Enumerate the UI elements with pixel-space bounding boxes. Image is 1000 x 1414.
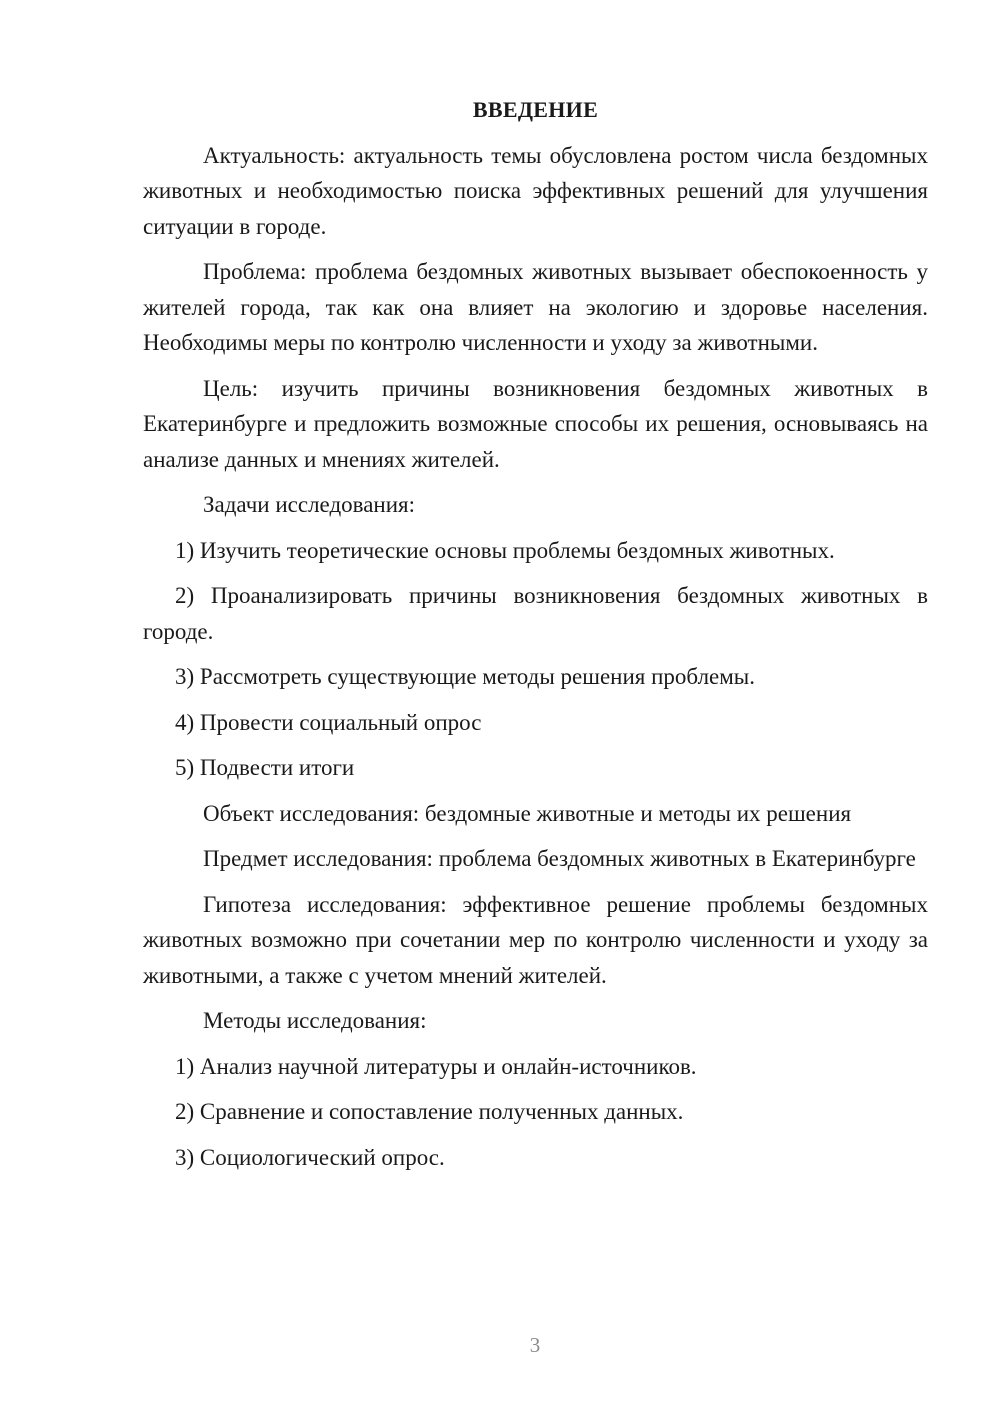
list-item: 5) Подвести итоги	[175, 755, 355, 780]
paragraph-relevance: Актуальность: актуальность темы обусловлена ростом числа бездомных животных и необходимостью поиска эффективных решений для улучшения ситуации в городе.	[143, 142, 928, 239]
list-item: 3) Рассмотреть существующие методы решения проблемы.	[175, 664, 756, 689]
paragraph-problem: Проблема: проблема бездомных животных вызывает обеспокоенность у жителей города, так как она влияет на экологию и здоровье населения. Необходимы меры по контролю численности и уходу за животными.	[143, 259, 928, 355]
list-item: 2) Проанализировать причины возникновения бездомных животных в городе.	[143, 583, 928, 644]
page-number: 3	[529, 1333, 541, 1357]
paragraph-tasks-heading: Задачи исследования:	[203, 492, 416, 517]
paragraph-object: Объект исследования: бездомные животные и методы их решения	[203, 800, 852, 826]
list-item: 3) Социологический опрос.	[175, 1144, 445, 1170]
paragraph-methods-heading: Методы исследования:	[203, 1008, 427, 1033]
list-item: 4) Провести социальный опрос	[175, 709, 482, 735]
list-item: 2) Сравнение и сопоставление полученных данных.	[175, 1099, 684, 1124]
page-title: ВВЕДЕНИЕ	[472, 97, 599, 122]
paragraph-goal: Цель: изучить причины возникновения бездомных животных в Екатеринбурге и предложить возможные способы их решения, основываясь на анализе данных и мнениях жителей.	[143, 375, 928, 472]
list-item: 1) Анализ научной литературы и онлайн-источников.	[175, 1053, 697, 1079]
list-item: 1) Изучить теоретические основы проблемы бездомных животных.	[175, 537, 835, 563]
paragraph-hypothesis: Гипотеза исследования: эффективное решение проблемы бездомных животных возможно при сочетании мер по контролю численности и уходу за животными, а также с учетом мнений жителей.	[143, 891, 928, 988]
document-page	[143, 92, 928, 1185]
paragraph-subject: Предмет исследования: проблема бездомных животных в Екатеринбурге	[203, 846, 916, 871]
